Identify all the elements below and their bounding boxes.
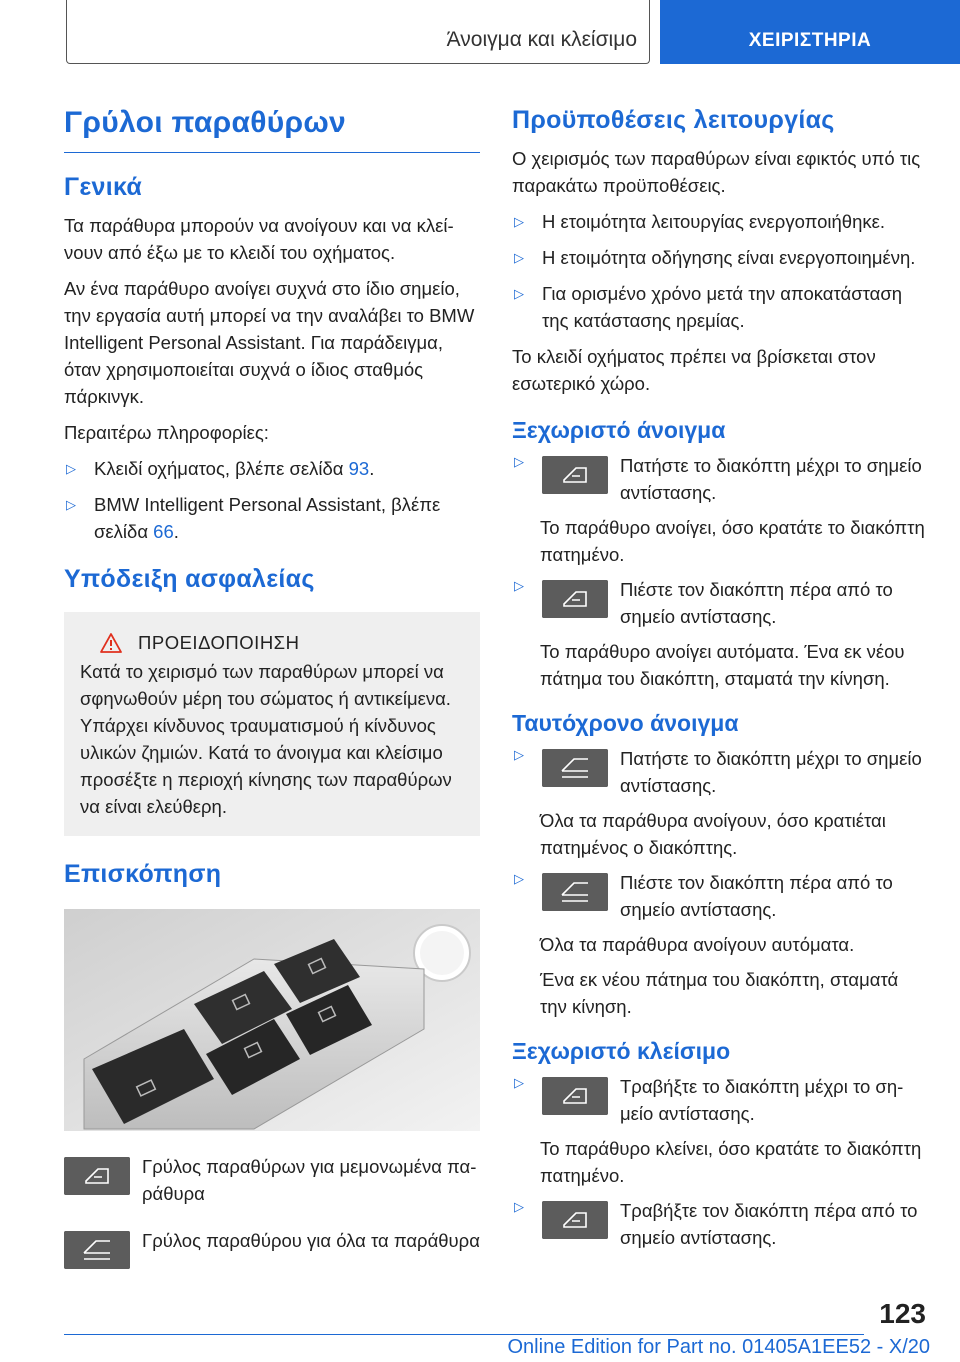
general-paragraph-2: Αν ένα παράθυρο ανοίγει συχνά στο ίδιο σημείο, την εργασία αυτή μπορεί να την αναλάβει το BMW Intelligent Personal Assistant. Για παράδειγμα, όταν χρησιμοποιείται συχνά ο ίδιος σταθμός πάρκινγκ.: [64, 278, 475, 407]
step-result-text: Το παράθυρο ανοίγει, όσο κρατάτε το διακόπτη πατημένο.: [540, 517, 925, 565]
warning-label: ΠΡΟΕΙΔΟΠΟΙΗΣΗ: [138, 632, 300, 653]
step-text: Πατήστε το διακόπτη μέχρι το σημείο αντίστασης.: [620, 455, 922, 503]
all-windows-switch-icon: [542, 873, 608, 911]
single-window-switch-icon: [64, 1157, 130, 1195]
simul-open-result-2: [512, 931, 928, 1020]
step-text: Τραβήξτε το διακόπτη μέχρι το σημείο αντίστασης.: [620, 1076, 904, 1124]
legend-all-windows: [64, 1227, 480, 1269]
page-link-66[interactable]: 66: [153, 521, 174, 542]
list-item: [512, 244, 928, 271]
warning-text: Κατά το χειρισμό των παραθύρων μπορεί να σφηνωθούν μέρη του σώματος ή αντικείμενα. Υπάρχει κίνδυνος τραυματισμού ή κίνδυνος υλικών ζημιών. Κατά το άνοιγμα και κλείσιμο προσέξτε η περιοχή κίνησης των παραθύρων να είναι ελεύθερη.: [80, 661, 452, 817]
warning-box: [64, 612, 480, 836]
right-column: [512, 100, 928, 1259]
list-item-text: Για ορισμένο χρόνο μετά την αποκατάσταση της κατάστασης ηρεμίας.: [542, 283, 903, 331]
header-chapter-tab: ΧΕΙΡΙΣΤΗΡΙΑ: [660, 0, 960, 64]
bullet-text: Κλειδί οχήματος, βλέπε σελίδα: [94, 458, 349, 479]
triangle-bullet-icon: ▷: [514, 214, 524, 229]
legend-single-text: Γρύλος παραθύρων για μεμονωμένα παράθυρα: [142, 1156, 477, 1204]
list-item: [64, 455, 480, 482]
edition-text: Online Edition for Part no. 01405A1EE52 - X/20: [507, 1336, 930, 1358]
single-open-result-1: [512, 514, 928, 568]
triangle-bullet-icon: ▷: [66, 497, 76, 512]
further-info-list: [64, 455, 480, 545]
triangle-bullet-icon: ▷: [66, 461, 76, 476]
all-windows-switch-icon: [542, 749, 608, 787]
single-close-step-2: [512, 1197, 928, 1251]
simul-open-step-1: [512, 745, 928, 799]
page-link-93[interactable]: 93: [348, 458, 370, 479]
triangle-bullet-icon: ▷: [514, 871, 524, 886]
single-window-switch-icon: [542, 456, 608, 494]
all-windows-switch-icon: [64, 1231, 130, 1269]
prereq-heading: Προϋποθέσεις λειτουργίας: [512, 106, 835, 134]
safety-heading: Υπόδειξη ασφαλείας: [64, 565, 315, 593]
step-text: Τραβήξτε τον διακόπτη πέρα από το σημείο αντίστασης.: [620, 1200, 918, 1248]
triangle-bullet-icon: ▷: [514, 578, 524, 593]
legend-single-window: [64, 1153, 480, 1207]
triangle-bullet-icon: ▷: [514, 747, 524, 762]
header-section-title: Άνοιγμα και κλείσιμο: [446, 28, 637, 51]
overview-heading: Επισκόπηση: [64, 860, 222, 888]
step-text: Πατήστε το διακόπτη μέχρι το σημείο αντίστασης.: [620, 748, 922, 796]
triangle-bullet-icon: ▷: [514, 286, 524, 301]
legend-all-text: Γρύλος παραθύρου για όλα τα παράθυρα: [142, 1230, 480, 1251]
list-item: [512, 208, 928, 235]
triangle-bullet-icon: ▷: [514, 250, 524, 265]
triangle-bullet-icon: ▷: [514, 1075, 524, 1090]
header-section-box: [66, 0, 650, 64]
single-window-switch-icon: [542, 580, 608, 618]
general-heading: Γενικά: [64, 173, 143, 201]
prereq-outro: Το κλειδί οχήματος πρέπει να βρίσκεται στον εσωτερικό χώρο.: [512, 346, 876, 394]
single-open-result-2: [512, 638, 928, 692]
list-item: [64, 491, 480, 545]
list-item-text: Η ετοιμότητα οδήγησης είναι ενεργοποιημένη.: [542, 247, 916, 268]
simul-open-step-2: [512, 869, 928, 923]
window-switches-photo: [64, 909, 480, 1131]
prereq-list: [512, 208, 928, 334]
triangle-bullet-icon: ▷: [514, 454, 524, 469]
bullet-text: BMW Intelligent Personal Assistant, βλέπε σελίδα: [94, 494, 441, 542]
triangle-bullet-icon: ▷: [514, 1199, 524, 1214]
simul-open-result-1: [512, 807, 928, 861]
step-text: Πιέστε τον διακόπτη πέρα από το σημείο αντίστασης.: [620, 579, 893, 627]
bullet-end: .: [173, 521, 179, 542]
warning-header: [80, 632, 464, 654]
step-result-text: Το παράθυρο ανοίγει αυτόματα. Ένα εκ νέου πάτημα του διακόπτη, σταματά την κίνηση.: [540, 641, 905, 689]
prereq-intro: Ο χειρισμός των παραθύρων είναι εφικτός υπό τις παρακάτω προϋποθέσεις.: [512, 148, 921, 196]
list-item: [512, 280, 928, 334]
single-window-switch-icon: [542, 1077, 608, 1115]
warning-triangle-icon: [100, 633, 122, 653]
page-title: Γρύλοι παραθύρων: [64, 100, 480, 153]
step-result-text: Ένα εκ νέου πάτημα του διακόπτη, σταματά την κίνηση.: [540, 969, 899, 1017]
simul-open-heading: Ταυτόχρονο άνοιγμα: [512, 710, 739, 736]
bullet-end: .: [369, 458, 375, 479]
step-result-text: Όλα τα παράθυρα ανοίγουν αυτόματα.: [540, 934, 855, 955]
page-number: 123: [879, 1298, 926, 1329]
single-close-step-1: [512, 1073, 928, 1127]
single-open-heading: Ξεχωριστό άνοιγμα: [512, 417, 726, 443]
general-paragraph-3: Περαιτέρω πληροφορίες:: [64, 422, 269, 443]
page-header: [0, 0, 960, 66]
step-result-text: Όλα τα παράθυρα ανοίγουν, όσο κρατιέται πατημένος ο διακόπτης.: [540, 810, 886, 858]
step-result-text: Το παράθυρο κλείνει, όσο κρατάτε το διακόπτη πατημένο.: [540, 1138, 922, 1186]
single-open-step-2: [512, 576, 928, 630]
single-close-heading: Ξεχωριστό κλείσιμο: [512, 1038, 731, 1064]
list-item-text: Η ετοιμότητα λειτουργίας ενεργοποιήθηκε.: [542, 211, 885, 232]
step-text: Πιέστε τον διακόπτη πέρα από το σημείο αντίστασης.: [620, 872, 893, 920]
general-paragraph-1: Τα παράθυρα μπορούν να ανοίγουν και να κλείνουν από έξω με το κλειδί του οχήματος.: [64, 215, 454, 263]
single-close-result-1: [512, 1135, 928, 1189]
single-window-switch-icon: [542, 1201, 608, 1239]
single-open-step-1: [512, 452, 928, 506]
left-column: [64, 100, 480, 1289]
footer-divider: [64, 1334, 864, 1335]
